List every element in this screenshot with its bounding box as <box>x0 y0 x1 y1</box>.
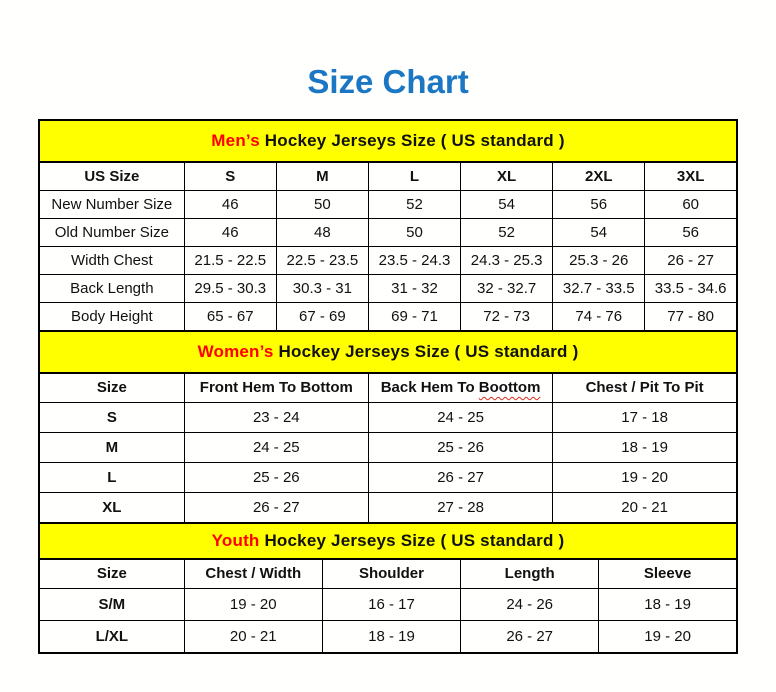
youth-row-label: L/XL <box>39 620 184 653</box>
youth-column-header: Sleeve <box>599 559 737 589</box>
womens-size-table <box>38 330 738 524</box>
mens-column-header: S <box>184 162 276 191</box>
mens-value-cell: 46 <box>184 218 276 246</box>
womens-band-accent: Women’s <box>197 341 274 361</box>
mens-value-cell: 56 <box>645 218 737 246</box>
mens-value-cell: 21.5 - 22.5 <box>184 246 276 274</box>
womens-value-cell: 20 - 21 <box>553 492 737 523</box>
womens-row-label: XL <box>39 492 184 523</box>
mens-value-cell: 52 <box>368 190 460 218</box>
mens-value-cell: 77 - 80 <box>645 302 737 331</box>
mens-value-cell: 22.5 - 23.5 <box>276 246 368 274</box>
womens-section-title <box>39 331 737 373</box>
womens-value-cell: 25 - 26 <box>184 462 368 492</box>
youth-size-table <box>38 522 738 654</box>
youth-band-accent: Youth <box>211 530 260 550</box>
mens-value-cell: 24.3 - 25.3 <box>461 246 553 274</box>
youth-value-cell: 20 - 21 <box>184 620 322 653</box>
youth-table-row <box>39 620 737 653</box>
mens-column-header: L <box>368 162 460 191</box>
mens-value-cell: 32.7 - 33.5 <box>553 274 645 302</box>
womens-misspelled-word: Boottom <box>478 379 541 397</box>
mens-band-rest: Hockey Jerseys Size ( US standard ) <box>259 130 565 150</box>
mens-row-label: Width Chest <box>39 246 184 274</box>
mens-table-row <box>39 190 737 218</box>
youth-header-row <box>39 559 737 589</box>
mens-table-row <box>39 218 737 246</box>
mens-value-cell: 25.3 - 26 <box>553 246 645 274</box>
womens-value-cell: 27 - 28 <box>368 492 552 523</box>
mens-table-row <box>39 302 737 331</box>
mens-value-cell: 48 <box>276 218 368 246</box>
mens-value-cell: 29.5 - 30.3 <box>184 274 276 302</box>
youth-section-title <box>39 523 737 559</box>
youth-value-cell: 16 - 17 <box>322 588 460 620</box>
womens-column-header: Front Hem To Bottom <box>184 373 368 403</box>
mens-value-cell: 50 <box>276 190 368 218</box>
mens-value-cell: 56 <box>553 190 645 218</box>
mens-value-cell: 30.3 - 31 <box>276 274 368 302</box>
mens-column-header: M <box>276 162 368 191</box>
womens-value-cell: 26 - 27 <box>368 462 552 492</box>
youth-column-header: Shoulder <box>322 559 460 589</box>
youth-value-cell: 18 - 19 <box>599 588 737 620</box>
youth-column-header: Length <box>461 559 599 589</box>
womens-row-label: L <box>39 462 184 492</box>
womens-band-row <box>39 331 737 373</box>
mens-value-cell: 52 <box>461 218 553 246</box>
womens-table-row <box>39 462 737 492</box>
womens-value-cell: 17 - 18 <box>553 402 737 432</box>
mens-header-row <box>39 162 737 191</box>
mens-value-cell: 60 <box>645 190 737 218</box>
womens-header-row <box>39 373 737 403</box>
mens-column-header: US Size <box>39 162 184 191</box>
mens-row-label: Body Height <box>39 302 184 331</box>
womens-column-header <box>368 373 552 403</box>
mens-value-cell: 67 - 69 <box>276 302 368 331</box>
womens-value-cell: 25 - 26 <box>368 432 552 462</box>
womens-row-label: M <box>39 432 184 462</box>
page-title: Size Chart <box>307 63 469 100</box>
mens-row-label: Back Length <box>39 274 184 302</box>
mens-value-cell: 26 - 27 <box>645 246 737 274</box>
youth-column-header: Chest / Width <box>184 559 322 589</box>
youth-band-rest: Hockey Jerseys Size ( US standard ) <box>259 530 565 550</box>
mens-table-row <box>39 274 737 302</box>
womens-value-cell: 26 - 27 <box>184 492 368 523</box>
womens-table-row <box>39 402 737 432</box>
youth-value-cell: 19 - 20 <box>184 588 322 620</box>
mens-value-cell: 74 - 76 <box>553 302 645 331</box>
mens-value-cell: 46 <box>184 190 276 218</box>
mens-value-cell: 54 <box>461 190 553 218</box>
mens-value-cell: 23.5 - 24.3 <box>368 246 460 274</box>
youth-value-cell: 18 - 19 <box>322 620 460 653</box>
youth-table-row <box>39 588 737 620</box>
mens-column-header: 3XL <box>645 162 737 191</box>
youth-value-cell: 26 - 27 <box>461 620 599 653</box>
womens-band-rest: Hockey Jerseys Size ( US standard ) <box>273 341 579 361</box>
womens-row-label: S <box>39 402 184 432</box>
womens-value-cell: 24 - 25 <box>368 402 552 432</box>
mens-value-cell: 54 <box>553 218 645 246</box>
mens-row-label: Old Number Size <box>39 218 184 246</box>
mens-value-cell: 65 - 67 <box>184 302 276 331</box>
mens-column-header: 2XL <box>553 162 645 191</box>
mens-value-cell: 72 - 73 <box>461 302 553 331</box>
mens-size-table <box>38 119 738 332</box>
mens-section-title <box>39 120 737 162</box>
womens-value-cell: 24 - 25 <box>184 432 368 462</box>
womens-table-row <box>39 432 737 462</box>
mens-value-cell: 31 - 32 <box>368 274 460 302</box>
mens-value-cell: 32 - 32.7 <box>461 274 553 302</box>
mens-band-accent: Men’s <box>211 130 260 150</box>
youth-band-row <box>39 523 737 559</box>
youth-value-cell: 19 - 20 <box>599 620 737 653</box>
mens-value-cell: 69 - 71 <box>368 302 460 331</box>
womens-header-prefix: Back Hem To <box>380 379 479 397</box>
womens-column-header: Chest / Pit To Pit <box>553 373 737 403</box>
womens-value-cell: 18 - 19 <box>553 432 737 462</box>
mens-value-cell: 33.5 - 34.6 <box>645 274 737 302</box>
size-chart-tables <box>38 119 738 654</box>
mens-column-header: XL <box>461 162 553 191</box>
youth-row-label: S/M <box>39 588 184 620</box>
womens-value-cell: 23 - 24 <box>184 402 368 432</box>
mens-row-label: New Number Size <box>39 190 184 218</box>
womens-column-header: Size <box>39 373 184 403</box>
youth-value-cell: 24 - 26 <box>461 588 599 620</box>
mens-value-cell: 50 <box>368 218 460 246</box>
mens-table-row <box>39 246 737 274</box>
youth-column-header: Size <box>39 559 184 589</box>
mens-band-row <box>39 120 737 162</box>
womens-table-row <box>39 492 737 523</box>
womens-value-cell: 19 - 20 <box>553 462 737 492</box>
